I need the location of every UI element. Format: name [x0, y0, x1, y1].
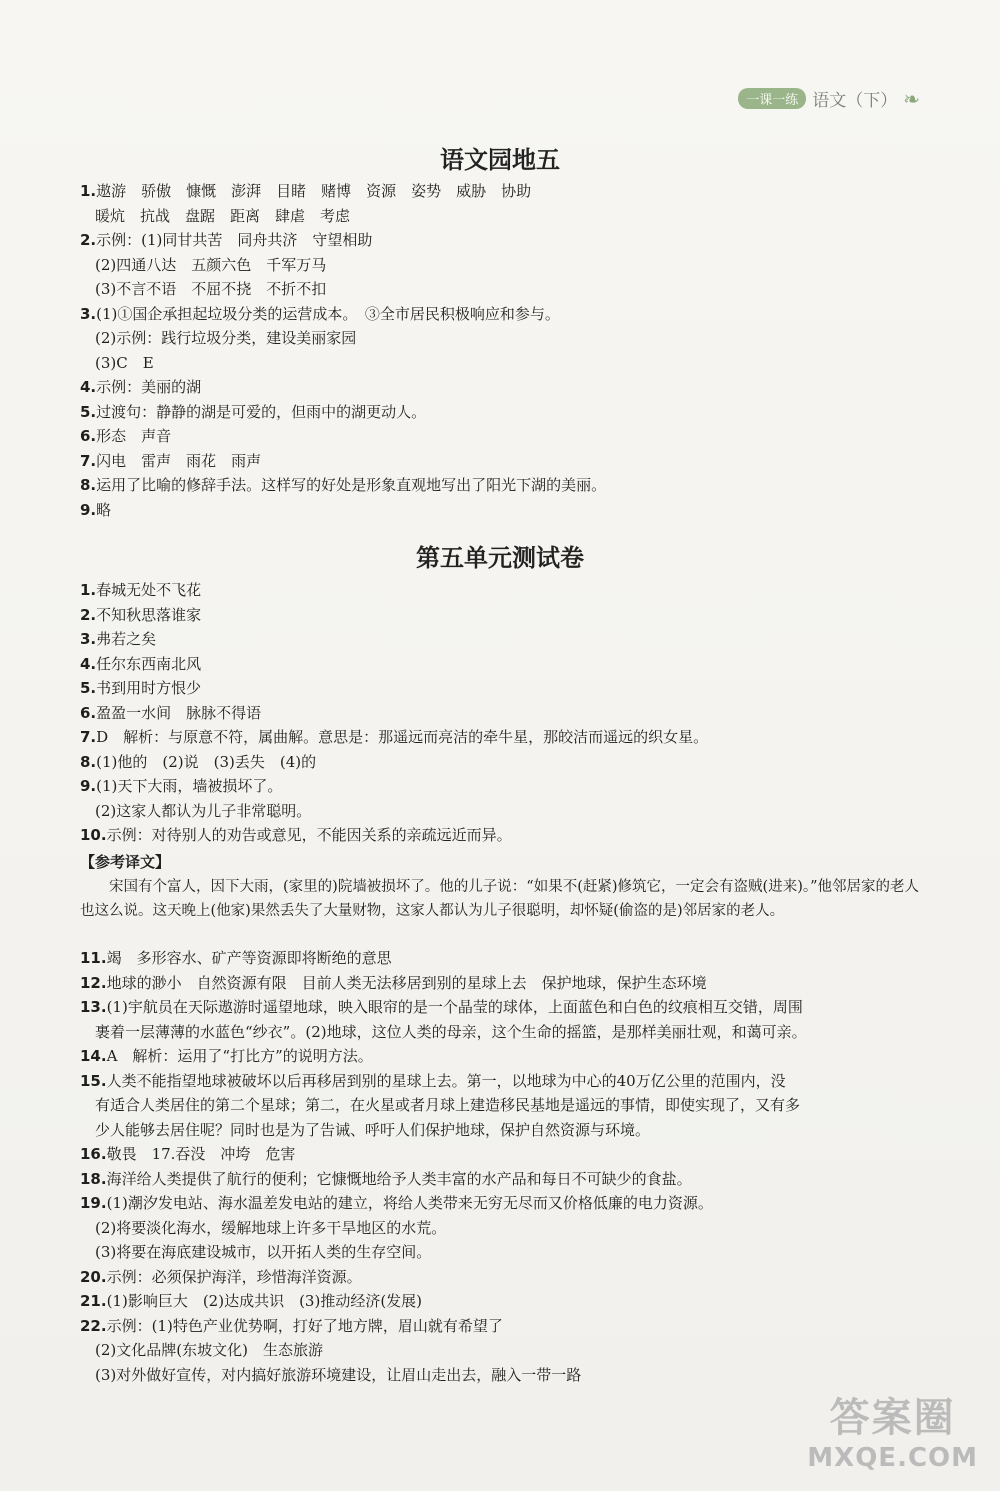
answer-text: 弗若之矣: [96, 630, 157, 648]
answer-text: (3)对外做好宣传，对内搞好旅游环境建设，让眉山走出去，融入一带一路: [80, 1365, 582, 1384]
answer-line: [80, 473, 930, 498]
question-number: 11.: [80, 949, 107, 967]
answer-text: (3)C E: [80, 353, 154, 372]
answer-line: [80, 1093, 930, 1118]
answer-line: [80, 1240, 930, 1265]
answer-line: [80, 774, 930, 799]
watermark-url-text: MXQE.COM: [807, 1443, 978, 1473]
answer-text: 少人能够去居住呢？同时也是为了告诫、呼吁人们保护地球，保护自然资源与环境。: [80, 1120, 651, 1139]
answer-text: 暖炕 抗战 盘踞 距离 肆虐 考虑: [80, 206, 351, 225]
answer-text: 运用了比喻的修辞手法。这样写的好处是形象直观地写出了阳光下湖的美丽。: [96, 476, 607, 494]
answer-line: [80, 578, 930, 603]
section-title-yuwen-yuandi: 语文园地五: [440, 146, 560, 174]
section-yuwen-yuandi-answers: [80, 179, 930, 522]
question-number: 5.: [80, 679, 97, 697]
answer-line: [80, 424, 930, 449]
leaf-icon: ❧: [903, 86, 920, 111]
book-subject-label: 语文（下）: [812, 91, 898, 111]
section-unit-test-answers-b: [80, 946, 930, 1387]
question-number: 7.: [80, 728, 97, 746]
answer-line: [80, 1338, 930, 1363]
answer-text: 裹着一层薄薄的水蓝色“纱衣”。(2)地球，这位人类的母亲，这个生命的摇篮，是那样美丽壮观，和蔼可亲。: [80, 1022, 807, 1041]
question-number: 2.: [80, 605, 97, 624]
answer-text: A 解析：运用了“打比方”的说明方法。: [106, 1047, 373, 1065]
question-number: 5.: [80, 402, 97, 421]
question-number: 6.: [80, 703, 97, 722]
question-number: 12.: [80, 973, 107, 992]
question-number: 14.: [80, 1047, 107, 1065]
question-number: 4.: [80, 654, 97, 673]
answer-line: [80, 1363, 930, 1388]
answer-text: (2)这家人都认为儿子非常聪明。: [80, 801, 312, 820]
answer-line: [80, 498, 930, 523]
question-number: 2.: [80, 231, 97, 249]
answer-text: (1)潮汐发电站、海水温差发电站的建立，将给人类带来无穷无尽而又价格低廉的电力资源。: [106, 1194, 713, 1212]
site-watermark: [807, 1386, 978, 1473]
answer-line: [80, 1118, 930, 1143]
answer-line: [80, 1069, 930, 1094]
answer-text: 敬畏 17.吞没 冲垮 危害: [106, 1145, 296, 1163]
answer-text: (1)①国企承担起垃圾分类的运营成本。 ③全市居民积极响应和参与。: [96, 304, 560, 323]
question-number: 9.: [80, 777, 97, 795]
answer-text: (1)天下大雨，墙被损坏了。: [96, 777, 283, 795]
answer-text: 示例：对待别人的劝告或意见，不能因关系的亲疏远近而异。: [106, 826, 512, 844]
answer-text: (3)将要在海底建设城市，以开拓人类的生存空间。: [80, 1243, 432, 1261]
answer-line: [80, 946, 930, 971]
question-number: 1.: [80, 581, 97, 599]
answer-text: 不知秋思落谁家: [96, 605, 202, 624]
answer-text: (1)影响巨大 (2)达成共识 (3)推动经济(发展): [106, 1292, 423, 1310]
answer-line: [80, 750, 930, 775]
answer-text: (2)文化品牌(东坡文化) 生态旅游: [80, 1341, 323, 1359]
answer-line: [80, 179, 930, 204]
question-number: 22.: [80, 1316, 107, 1335]
question-number: 8.: [80, 476, 97, 494]
answer-line: [80, 228, 930, 253]
answer-line: [80, 253, 930, 278]
answer-line: [80, 1020, 930, 1045]
reference-translation-title: 【参考译文】: [80, 853, 171, 871]
question-number: 9.: [80, 500, 97, 519]
answer-text: 海洋给人类提供了航行的便利；它慷慨地给予人类丰富的水产品和每日不可缺少的食盐。: [106, 1169, 692, 1188]
answer-text: (2)示例：践行垃圾分类，建设美丽家园: [80, 329, 357, 347]
book-series-badge: 一课一练: [738, 88, 806, 109]
answer-line: [80, 627, 930, 652]
answer-line: [80, 1044, 930, 1069]
answer-line: [80, 799, 930, 824]
answer-line: [80, 701, 930, 726]
answer-line: [80, 995, 930, 1020]
reference-translation-text: 宋国有个富人，因下大雨，(家里的)院墙被损坏了。他的儿子说：“如果不(赶紧)修筑它，一定会有盗贼(进来)。”他邻居家的老人也这么说。这天晚上(他家)果然丢失了大量财物，这家人都认为儿子很聪明，却怀疑(偷盗的是)邻居家的老人。: [80, 878, 920, 919]
section-title-unit-test: 第五单元测试卷: [416, 544, 584, 572]
answer-text: 略: [96, 500, 112, 519]
answer-line: [80, 652, 930, 677]
answer-line: [80, 449, 930, 474]
question-number: 1.: [80, 182, 97, 200]
answer-text: 春城无处不飞花: [96, 581, 202, 599]
answer-text: 示例：(1)同甘共苦 同舟共济 守望相助: [96, 231, 373, 249]
watermark-logo-text: 答案圈: [829, 1395, 956, 1441]
answer-line: [80, 1265, 930, 1290]
question-number: 21.: [80, 1292, 107, 1310]
answer-line: [80, 1314, 930, 1339]
answer-line: [80, 823, 930, 848]
answer-text: 人类不能指望地球被破坏以后再移居到别的星球上去。第一，以地球为中心的40万亿公里的范围内，没: [106, 1071, 786, 1090]
answer-line: [80, 302, 930, 327]
answer-text: 任尔东西南北风: [96, 654, 202, 673]
question-number: 10.: [80, 826, 107, 844]
question-number: 16.: [80, 1145, 107, 1163]
answer-line: [80, 375, 930, 400]
answer-line: [80, 603, 930, 628]
question-number: 7.: [80, 451, 97, 470]
answer-text: (2)四通八达 五颜六色 千军万马: [80, 255, 327, 274]
answer-text: (1)宇航员在天际遨游时遥望地球，映入眼帘的是一个晶莹的球体，上面蓝色和白色的纹痕相互交错，周围: [106, 998, 803, 1016]
answer-text: 示例：必须保护海洋，珍惜海洋资源。: [106, 1267, 362, 1286]
answer-line: [80, 400, 930, 425]
answer-line: [80, 326, 930, 351]
answer-text: 竭 多形容水、矿产等资源即将断绝的意思: [106, 949, 392, 967]
answer-line: [80, 1191, 930, 1216]
question-number: 15.: [80, 1071, 107, 1090]
answer-text: 地球的渺小 自然资源有限 目前人类无法移居到别的星球上去 保护地球，保护生态环境: [106, 973, 707, 992]
question-number: 19.: [80, 1194, 107, 1212]
question-number: 3.: [80, 630, 97, 648]
question-number: 13.: [80, 998, 107, 1016]
question-number: 3.: [80, 304, 97, 323]
answer-line: [80, 1289, 930, 1314]
answer-text: 盈盈一水间 脉脉不得语: [96, 703, 262, 722]
answer-text: (3)不言不语 不屈不挠 不折不扣: [80, 280, 327, 298]
answer-line: [80, 351, 930, 376]
answer-text: 形态 声音: [96, 427, 172, 445]
answer-line: [80, 277, 930, 302]
answer-text: 遨游 骄傲 慷慨 澎湃 目睹 赌博 资源 姿势 威胁 协助: [96, 182, 532, 200]
answer-text: D 解析：与原意不符，属曲解。意思是：那遥远而亮洁的牵牛星，那皎洁而遥远的织女星。: [96, 728, 709, 746]
answer-line: [80, 725, 930, 750]
question-number: 6.: [80, 427, 97, 445]
answer-text: 过渡句：静静的湖是可爱的，但雨中的湖更动人。: [96, 402, 427, 421]
answer-line: [80, 204, 930, 229]
reference-translation: [80, 850, 930, 924]
answer-line: [80, 676, 930, 701]
question-number: 18.: [80, 1169, 107, 1188]
answer-line: [80, 1142, 930, 1167]
answer-text: (1)他的 (2)说 (3)丢失 (4)的: [96, 752, 317, 771]
answer-line: [80, 971, 930, 996]
answer-text: (2)将要淡化海水，缓解地球上许多干旱地区的水荒。: [80, 1218, 447, 1237]
answer-line: [80, 1167, 930, 1192]
answer-text: 闪电 雷声 雨花 雨声: [96, 451, 262, 470]
question-number: 4.: [80, 378, 97, 396]
question-number: 8.: [80, 752, 97, 771]
section-unit-test-answers-a: [80, 578, 930, 848]
answer-text: 有适合人类居住的第二个星球；第二，在火星或者月球上建造移民基地是遥远的事情，即使实现了，又有多: [80, 1096, 801, 1114]
answer-text: 示例：(1)特色产业优势啊，打好了地方牌，眉山就有希望了: [106, 1316, 503, 1335]
page-header: [738, 86, 920, 111]
answer-line: [80, 1216, 930, 1241]
question-number: 20.: [80, 1267, 107, 1286]
answer-text: 书到用时方恨少: [96, 679, 202, 697]
answer-text: 示例：美丽的湖: [96, 378, 202, 396]
